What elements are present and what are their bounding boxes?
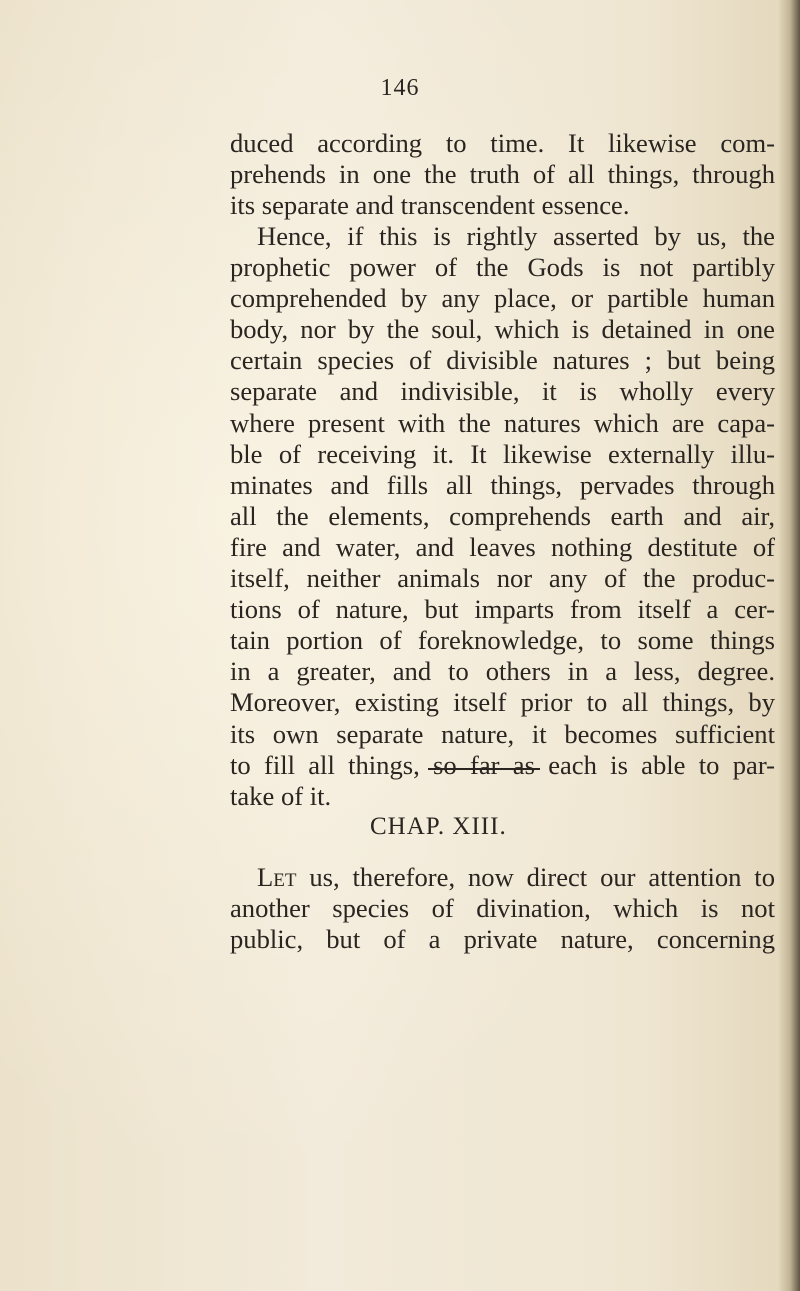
text-line: tain portion of foreknowledge, to some things [230,625,775,656]
paragraph-continued [230,128,775,221]
section-divider [428,768,540,770]
paragraph-prophetic-power [230,221,775,812]
text-line: its own separate nature, it becomes sufficient [230,718,775,749]
text-line: prehends in one the truth of all things, through [230,159,775,190]
opening-line-rest: us, therefore, now direct our attention to [296,862,775,892]
text-line: in a greater, and to others in a less, degree. [230,656,775,687]
paragraph-chapter-opening [230,862,775,955]
text-line: ble of receiving it. It likewise externally illu- [230,438,775,469]
text-line-opening [230,862,775,893]
page-number: 146 [380,75,420,101]
text-line: another species of divination, which is not [230,893,775,924]
text-line: minates and fills all things, pervades through [230,469,775,500]
text-line: Hence, if this is rightly asserted by us, the [257,221,775,251]
opening-word: Let [257,862,297,892]
text-line: Moreover, existing itself prior to all things, by [230,687,775,718]
text-line: itself, neither animals nor any of the produc- [230,563,775,594]
page-edge-shadow [778,0,800,1291]
text-line: separate and indivisible, it is wholly every [230,376,775,407]
text-line: its separate and transcendent essence. [230,190,630,221]
text-line: all the elements, comprehends earth and air, [230,500,775,531]
text-line: tions of nature, but imparts from itself a cer- [230,594,775,625]
text-line: to fill all things, so far as each is able to par- [230,749,775,780]
text-line: fire and water, and leaves nothing destitute of [230,531,775,562]
text-line: where present with the natures which are capa- [230,407,775,438]
text-line: body, nor by the soul, which is detained in one [230,314,775,345]
text-line: comprehended by any place, or partible human [230,283,775,314]
chapter-heading: CHAP. XIII. [370,813,507,840]
text-line: certain species of divisible natures ; but being [230,345,775,376]
text-line: public, but of a private nature, concerning [230,924,775,955]
text-line: prophetic power of the Gods is not partibly [230,252,775,283]
text-line: duced according to time. It likewise com- [230,128,775,158]
text-line: take of it. [230,780,332,811]
